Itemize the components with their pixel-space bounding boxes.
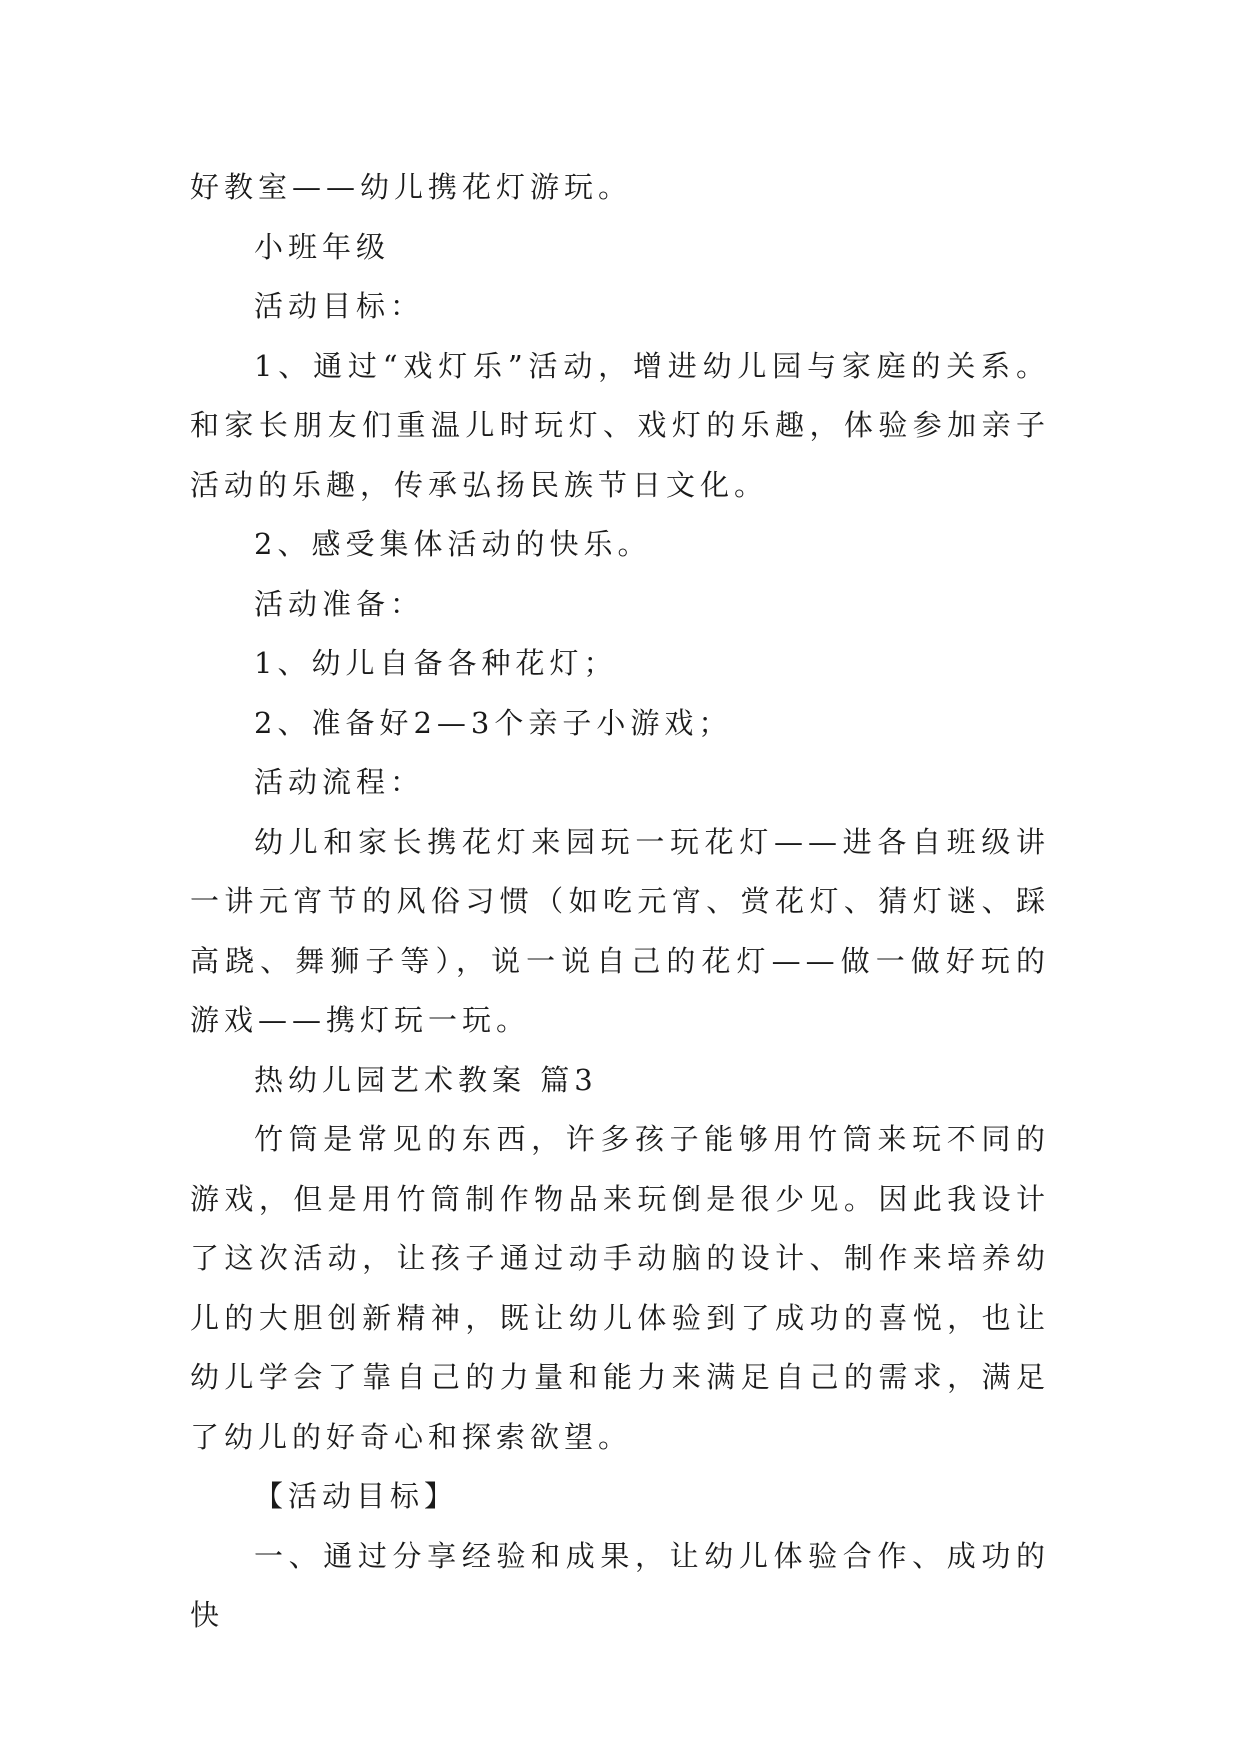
section-heading: 活动准备： [254, 586, 425, 621]
section-heading: 【活动目标】 [254, 1479, 459, 1513]
section-heading: 活动流程： [254, 765, 425, 799]
article-title: 热幼儿园艺术教案 篇3 [254, 1062, 598, 1097]
paragraph: 1、通过“戏灯乐”活动，增进幼儿园与家庭的关系。和家长朋友们重温儿时玩灯、戏灯的乐趣，体验参加亲子活动的乐趣，传承弘扬民族节日文化。 [190, 348, 1050, 502]
paragraph: 2、准备好2—3个亲子小游戏； [254, 705, 733, 740]
document-body [190, 158, 1050, 1646]
paragraph: 竹筒是常见的东西，许多孩子能够用竹筒来玩不同的游戏，但是用竹筒制作物品来玩倒是很少见。因此我设计了这次活动，让孩子通过动手动脑的设计、制作来培养幼儿的大胆创新精神，既让幼儿体验到了成功的喜悦，也让幼儿学会了靠自己的力量和能力来满足自己的需求，满足了幼儿的好奇心和探索欲望。 [190, 1122, 1050, 1454]
paragraph: 2、感受集体活动的快乐。 [254, 527, 652, 561]
section-heading: 活动目标： [254, 289, 425, 323]
section-heading: 小班年级 [254, 229, 391, 264]
paragraph: 好教室——幼儿携花灯游玩。 [190, 170, 633, 204]
paragraph: 幼儿和家长携花灯来园玩一玩花灯——进各自班级讲一讲元宵节的风俗习惯（如吃元宵、赏花灯、猜灯谜、踩高跷、舞狮子等），说一说自己的花灯——做一做好玩的游戏——携灯玩一玩。 [190, 824, 1050, 1037]
paragraph: 一、通过分享经验和成果，让幼儿体验合作、成功的快 [190, 1538, 1050, 1632]
paragraph: 1、幼儿自备各种花灯； [254, 646, 618, 680]
